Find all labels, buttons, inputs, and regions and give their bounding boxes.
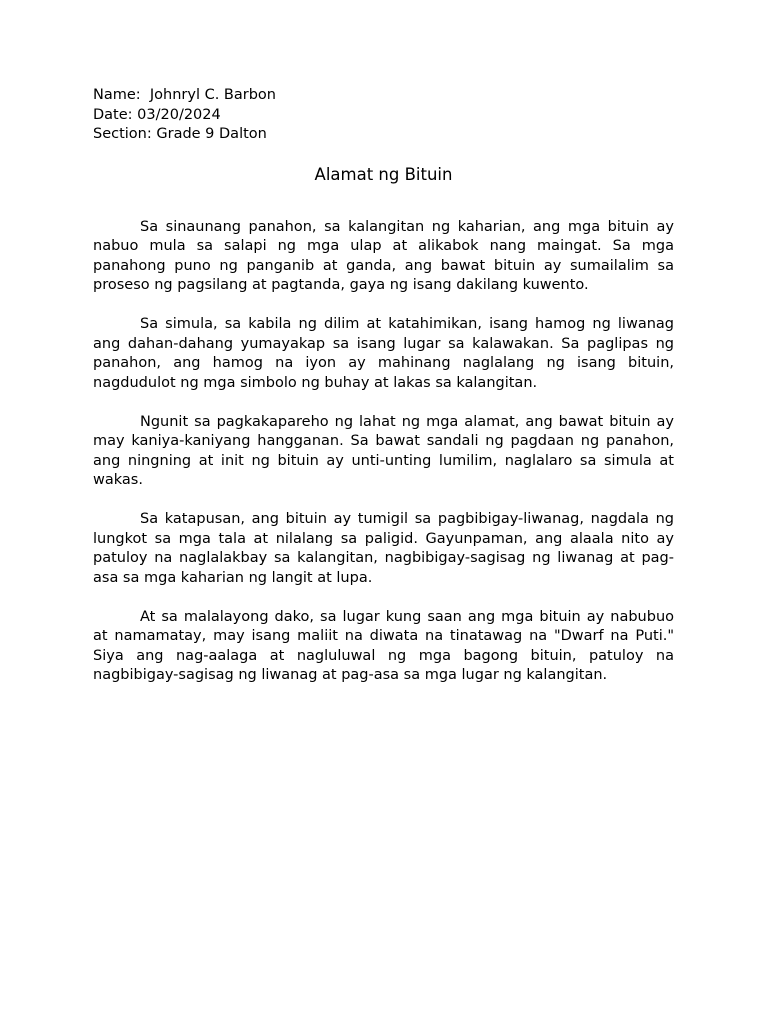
document-page [93, 86, 674, 705]
student-name: Name: Johnryl C. Barbon [93, 87, 276, 103]
student-section: Section: Grade 9 Dalton [93, 126, 267, 142]
paragraph: Sa simula, sa kabila ng dilim at katahimikan, isang hamog ng liwanag ang dahan-dahang yumayakap sa isang lugar sa kalawakan. Sa paglipas ng panahon, ang hamog na iyon ay mahinang naglalang ng isang bituin, nagdudulot ng mga simbolo ng buhay at lakas sa kalangitan. [93, 316, 674, 391]
paragraph: Ngunit sa pagkakapareho ng lahat ng mga alamat, ang bawat bituin ay may kaniya-kaniyang hangganan. Sa bawat sandali ng pagdaan ng panahon, ang ningning at init ng bituin ay unti-unting lumilim, naglalaro sa simula at wakas. [93, 413, 674, 488]
student-header [93, 86, 674, 145]
document-title: Alamat ng Bituin [314, 164, 453, 184]
paragraph: Sa katapusan, ang bituin ay tumigil sa pagbibigay-liwanag, nagdala ng lungkot sa mga tala at nilalang sa paligid. Gayunpaman, ang alaala nito ay patuloy na naglalakbay sa kalangitan, nagbibigay-sagisag ng liwanag at pag-asa sa mga kaharian ng langit at lupa. [93, 511, 674, 586]
paragraph: Sa sinaunang panahon, sa kalangitan ng kaharian, ang mga bituin ay nabuo mula sa salapi ng mga ulap at alikabok nang maingat. Sa mga panahong puno ng panganib at ganda, ang bawat bituin ay sumailalim sa proseso ng pagsilang at pagtanda, gaya ng isang dakilang kuwento. [93, 218, 674, 293]
document-body [93, 218, 674, 686]
submission-date: Date: 03/20/2024 [93, 106, 221, 123]
paragraph: At sa malalayong dako, sa lugar kung saan ang mga bituin ay nabubuo at namamatay, may isang maliit na diwata na tinatawag na "Dwarf na Puti." Siya ang nag-aalaga at nagluluwal ng mga bagong bituin, patuloy na nagbibigay-sagisag ng liwanag at pag-asa sa mga lugar ng kalangitan. [93, 608, 674, 683]
